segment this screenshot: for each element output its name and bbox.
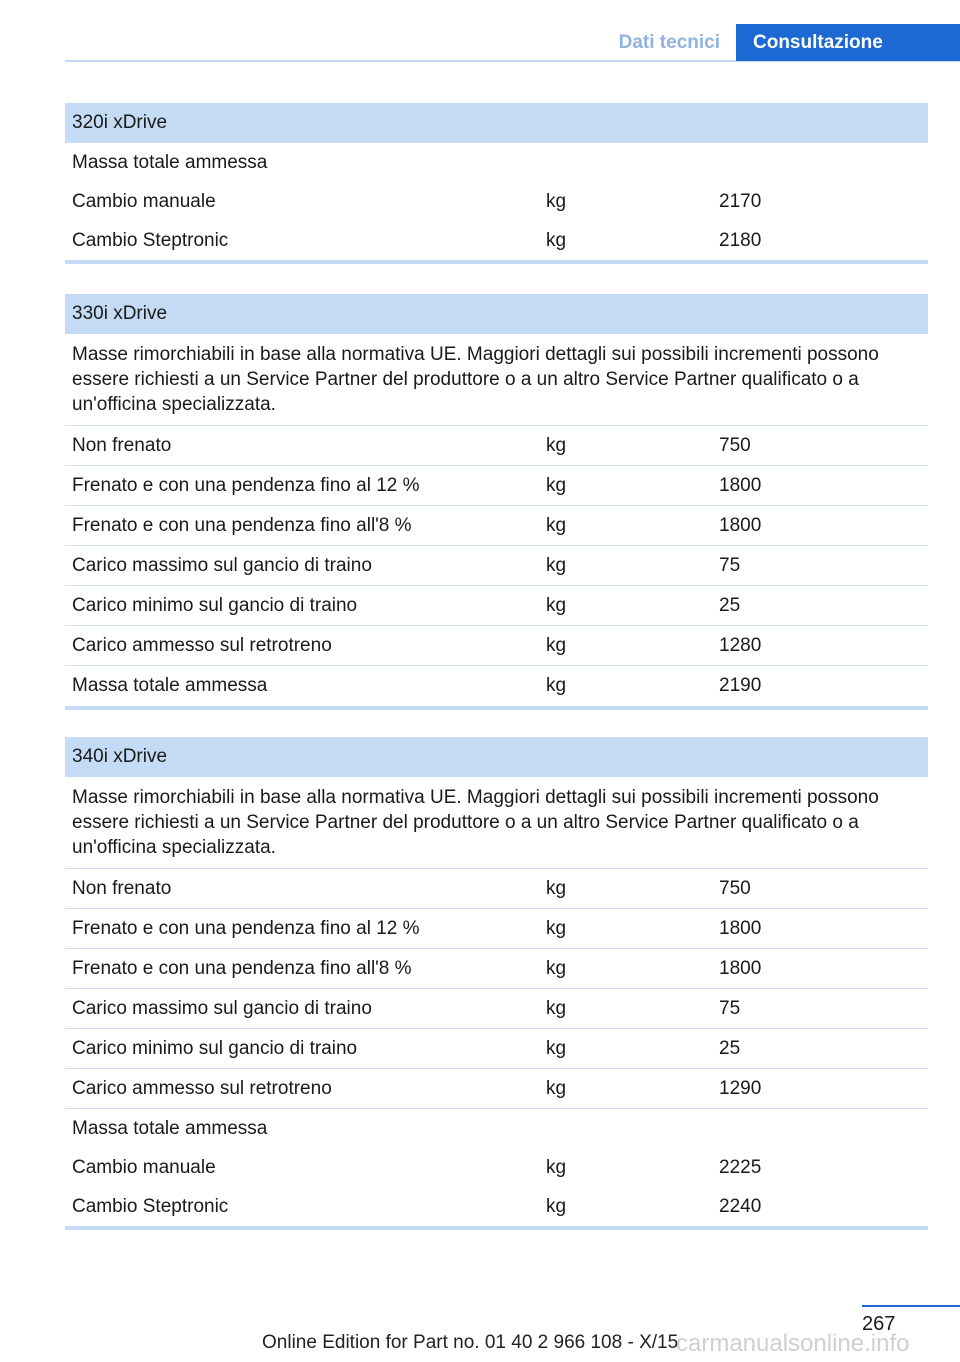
chapter-tab[interactable]: Consultazione <box>736 24 960 61</box>
row-value: 1800 <box>719 475 762 496</box>
row-value: 2190 <box>719 675 762 696</box>
row-value: 2180 <box>719 230 762 251</box>
row-label: Carico massimo sul gancio di traino <box>72 555 372 576</box>
table-title: 340i xDrive <box>65 737 928 777</box>
spec-table-330i <box>65 294 928 710</box>
row-label: Cambio manuale <box>72 191 216 212</box>
row-unit: kg <box>546 515 567 536</box>
table-row <box>65 989 928 1029</box>
row-value: 1800 <box>719 918 762 939</box>
row-unit: kg <box>546 595 567 616</box>
row-value: 1290 <box>719 1078 762 1099</box>
table-row <box>65 1029 928 1069</box>
row-value: 25 <box>719 595 741 616</box>
row-unit: kg <box>546 635 567 656</box>
row-label: Carico ammesso sul retrotreno <box>72 1078 332 1099</box>
section-tab[interactable]: Dati tecnici <box>618 32 720 53</box>
row-unit: kg <box>546 675 567 696</box>
table-row <box>65 466 928 506</box>
table-row <box>65 586 928 626</box>
page-number: 267 <box>862 1313 896 1335</box>
row-unit: kg <box>546 998 567 1019</box>
watermark: carmanualsonline.info <box>676 1330 910 1357</box>
row-label: Frenato e con una pendenza fino al 12 % <box>72 918 420 939</box>
row-unit: kg <box>546 918 567 939</box>
table-title: 320i xDrive <box>65 103 928 143</box>
row-value: 750 <box>719 435 751 456</box>
table-end-rule <box>65 260 928 264</box>
row-label: Frenato e con una pendenza fino all'8 % <box>72 958 412 979</box>
table-note: Masse rimorchiabili in base alla normativa UE. Maggiori dettagli sui possibili incrementi possono essere richiesti a un Service Partner del produttore o a un altro Service Partner qualificato o a un'officina specializzata. <box>65 777 928 869</box>
row-unit: kg <box>546 1078 567 1099</box>
table-note: Masse rimorchiabili in base alla normativa UE. Maggiori dettagli sui possibili incrementi possono essere richiesti a un Service Partner del produttore o a un altro Service Partner qualificato o a un'officina specializzata. <box>65 334 928 426</box>
row-unit: kg <box>546 435 567 456</box>
row-unit: kg <box>546 1038 567 1059</box>
row-value: 1280 <box>719 635 762 656</box>
row-label: Cambio Steptronic <box>72 230 229 251</box>
table-row <box>65 506 928 546</box>
table-row <box>65 1148 928 1187</box>
row-label: Frenato e con una pendenza fino all'8 % <box>72 515 412 536</box>
table-row <box>65 666 928 706</box>
table-row <box>65 143 928 182</box>
row-value: 25 <box>719 1038 741 1059</box>
table-row <box>65 949 928 989</box>
row-label: Massa totale ammessa <box>72 675 268 696</box>
row-label: Carico minimo sul gancio di traino <box>72 1038 358 1059</box>
row-unit: kg <box>546 230 567 251</box>
spec-table-340i <box>65 737 928 1230</box>
table-row <box>65 221 928 260</box>
spec-table-320i <box>65 103 928 264</box>
table-row <box>65 626 928 666</box>
row-value: 75 <box>719 555 741 576</box>
table-row <box>65 909 928 949</box>
row-label: Non frenato <box>72 878 172 899</box>
row-value: 2240 <box>719 1196 762 1217</box>
row-label: Carico massimo sul gancio di traino <box>72 998 372 1019</box>
row-label: Cambio manuale <box>72 1157 216 1178</box>
row-label: Carico minimo sul gancio di traino <box>72 595 358 616</box>
row-unit: kg <box>546 191 567 212</box>
row-label: Non frenato <box>72 435 172 456</box>
row-unit: kg <box>546 475 567 496</box>
row-value: 750 <box>719 878 751 899</box>
row-unit: kg <box>546 1196 567 1217</box>
row-value: 1800 <box>719 958 762 979</box>
row-unit: kg <box>546 1157 567 1178</box>
table-row <box>65 869 928 909</box>
row-label: Massa totale ammessa <box>72 152 268 173</box>
table-row <box>65 426 928 466</box>
row-label: Frenato e con una pendenza fino al 12 % <box>72 475 420 496</box>
page-header <box>0 24 960 62</box>
table-row <box>65 1187 928 1226</box>
table-row <box>65 546 928 586</box>
row-unit: kg <box>546 878 567 899</box>
row-value: 1800 <box>719 515 762 536</box>
row-label: Massa totale ammessa <box>72 1118 268 1139</box>
table-title: 330i xDrive <box>65 294 928 334</box>
table-row <box>65 1069 928 1109</box>
page-number-rule <box>862 1305 960 1307</box>
row-unit: kg <box>546 555 567 576</box>
row-unit: kg <box>546 958 567 979</box>
table-end-rule <box>65 1226 928 1230</box>
table-end-rule <box>65 706 928 710</box>
row-label: Carico ammesso sul retrotreno <box>72 635 332 656</box>
row-label: Cambio Steptronic <box>72 1196 229 1217</box>
row-value: 75 <box>719 998 741 1019</box>
row-value: 2225 <box>719 1157 762 1178</box>
edition-note: Online Edition for Part no. 01 40 2 966 108 - X/15 <box>262 1332 679 1353</box>
table-row <box>65 182 928 221</box>
table-row <box>65 1109 928 1148</box>
row-value: 2170 <box>719 191 762 212</box>
